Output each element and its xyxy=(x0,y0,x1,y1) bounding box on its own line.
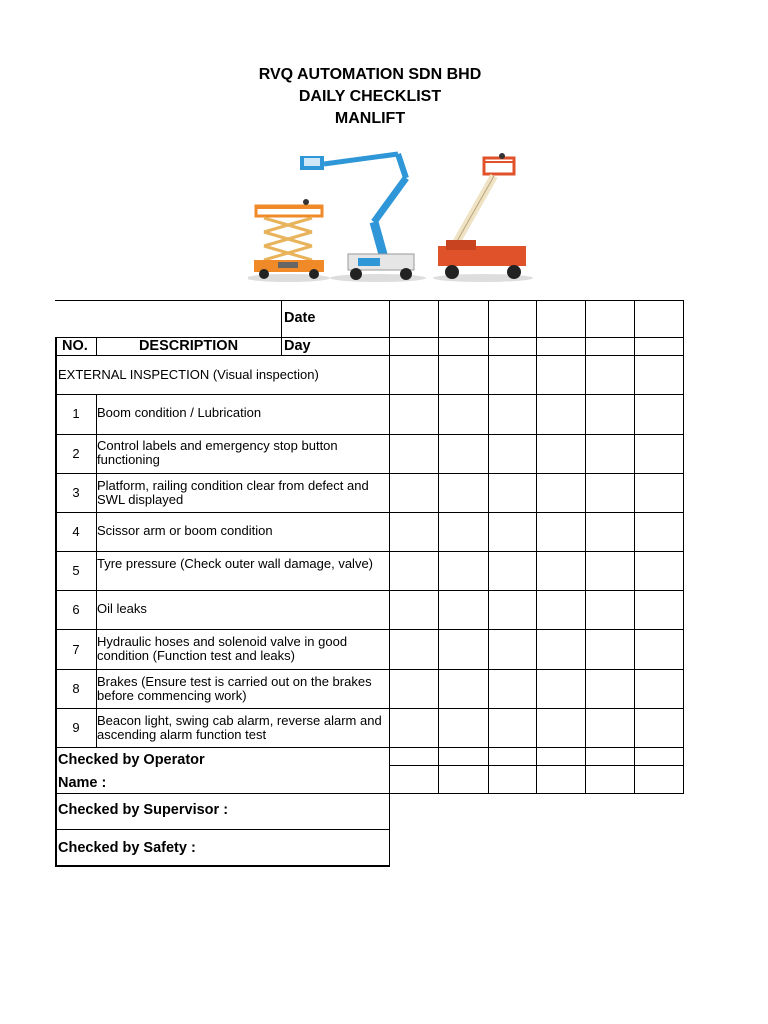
item-description: Scissor arm or boom condition xyxy=(97,523,273,538)
checked-by-operator-label: Checked by Operator xyxy=(58,752,205,768)
item-number: 6 xyxy=(72,602,80,617)
item-description: Boom condition / Lubrication xyxy=(97,405,262,420)
item-number: 9 xyxy=(72,720,80,735)
item-description: Platform, railing condition clear from defect and SWL displayed xyxy=(97,478,369,507)
operator-name-label: Name : xyxy=(58,775,107,791)
item-number: 4 xyxy=(72,524,80,539)
description-column-header: DESCRIPTION xyxy=(138,338,239,354)
item-description: Hydraulic hoses and solenoid valve in good condition (Function test and leaks) xyxy=(97,634,348,663)
item-number: 1 xyxy=(72,406,80,421)
item-description: Control labels and emergency stop button functioning xyxy=(97,438,338,467)
item-number: 5 xyxy=(72,563,80,578)
item-description: Brakes (Ensure test is carried out on the brakes before commencing work) xyxy=(97,674,372,703)
scissor-lift-image xyxy=(254,199,324,279)
item-number: 2 xyxy=(72,446,80,461)
checked-by-safety-label: Checked by Safety : xyxy=(58,840,196,856)
telescopic-boom-image xyxy=(438,153,526,279)
no-column-header: NO. xyxy=(62,338,88,354)
checked-by-supervisor-label: Checked by Supervisor : xyxy=(58,802,229,818)
item-description: Tyre pressure (Check outer wall damage, valve) xyxy=(97,556,374,571)
company-name: RVQ AUTOMATION SDN BHD xyxy=(258,66,482,83)
item-number: 8 xyxy=(72,681,80,696)
manlift-illustration xyxy=(248,146,538,286)
date-label: Date xyxy=(284,310,316,326)
item-description: Beacon light, swing cab alarm, reverse alarm and ascending alarm function test xyxy=(97,713,382,742)
equipment-title: MANLIFT xyxy=(334,110,406,127)
item-number: 3 xyxy=(72,485,80,500)
document-title: DAILY CHECKLIST xyxy=(298,88,442,105)
section-title: EXTERNAL INSPECTION (Visual inspection) xyxy=(58,367,319,382)
item-description: Oil leaks xyxy=(97,601,147,616)
item-number: 7 xyxy=(72,642,80,657)
day-label: Day xyxy=(284,338,311,354)
